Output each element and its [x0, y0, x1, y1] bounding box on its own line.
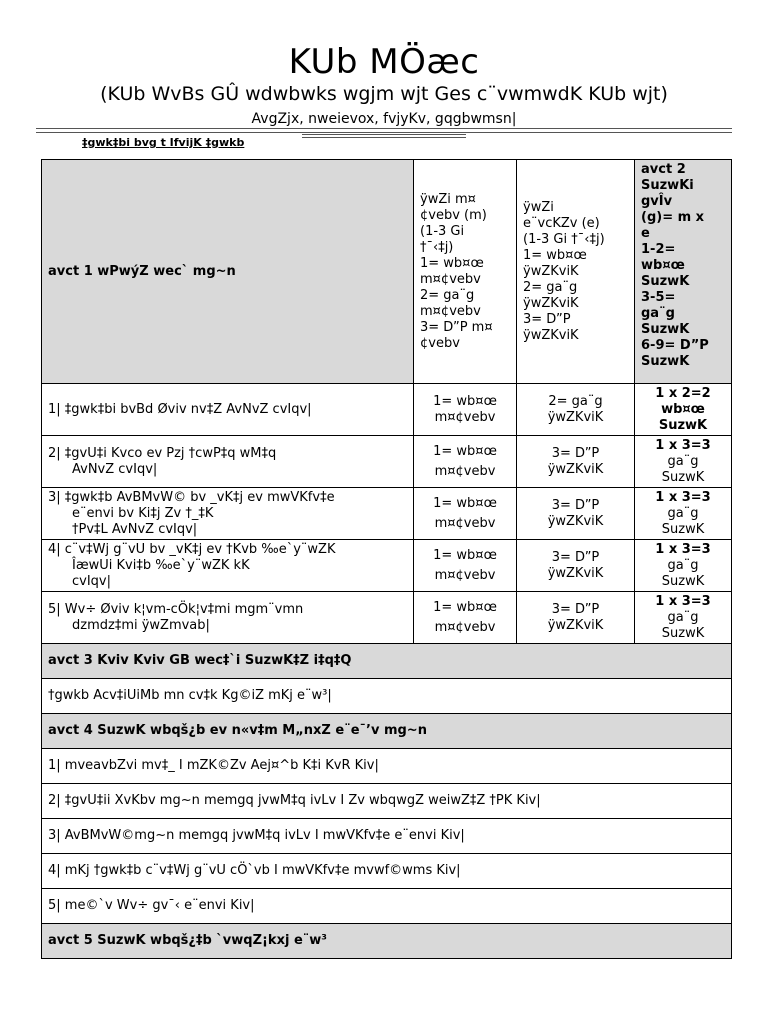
risk-level-text: SuzwK: [661, 469, 705, 485]
severity-header-line: ÿwZKviK: [523, 263, 579, 279]
table-row: [42, 540, 732, 592]
risk-level-text: ga¨g: [667, 453, 699, 469]
table-row: [42, 488, 732, 540]
probability-header-line: ¢vebv (m): [420, 207, 487, 223]
severity-cell: [517, 592, 635, 644]
list-item: [42, 889, 732, 924]
severity-cell: [517, 384, 635, 436]
severity-column-header: [517, 160, 635, 384]
risk-level-header-line: wb¤œ: [641, 258, 685, 273]
probability-text: 1= wb¤œ: [433, 443, 497, 459]
hazard-text-line: 4| c¨v‡Wj g¨vU bv _vK‡j ev †Kvb ‰e`y¨wZK: [48, 541, 336, 557]
risk-level-header-line: gvÎv: [641, 194, 673, 209]
hazard-cell: [42, 436, 414, 488]
risk-level-header-line: SuzwK: [641, 274, 690, 289]
risk-score: 1 x 3=3: [655, 437, 711, 453]
risk-score: 1 x 3=3: [655, 593, 711, 609]
severity-text: 3= D”P: [551, 549, 600, 565]
severity-header-line: (1-3 Gi †¯‹‡j): [523, 231, 605, 247]
risk-score: 1 x 2=2: [655, 385, 711, 401]
hazard-text-line: ÎæwUi Kvi‡b ‰e`y¨wZK kK: [72, 557, 250, 573]
hazard-text-line: 5| Wv÷ Øviv k¦vm-cÖk¦v‡mi mgm¨vmn: [48, 601, 304, 617]
risk-level-column-header: [635, 160, 732, 384]
step3-text: †gwkb Acv‡iUiMb mn cv‡k Kg©iZ mKj e¨w³|: [42, 679, 732, 714]
step4-heading-row: [42, 714, 732, 749]
severity-text: 3= D”P: [551, 601, 600, 617]
probability-text: 1= wb¤œ: [433, 495, 497, 511]
table-row: [42, 384, 732, 436]
hazard-column-header: avct 1 wPwýZ wec` mg~n: [42, 160, 414, 384]
probability-header-line: 3= D”P m¤: [420, 319, 493, 335]
hazard-text-line: cvIqv|: [72, 573, 111, 589]
table-row: [42, 436, 732, 488]
risk-level-cell: [635, 592, 732, 644]
machine-name-label: ‡gwk‡bi bvg t IfvijK ‡gwkb: [82, 136, 245, 149]
location-line: AvgZjx, nweievox, fvjyKv, gqgbwmsn|: [251, 111, 517, 127]
page-subtitle: (KUb WvBs GÛ wdwbwks wgjm wjt Ges c¨vwmwdK KUb wjt): [100, 83, 668, 105]
severity-text: 3= D”P: [551, 445, 600, 461]
hazard-text-line: e¨envi bv Ki‡j Zv †_‡K: [72, 505, 214, 521]
table-row: [42, 592, 732, 644]
control-measure-4: 4| mKj †gwk‡b c¨v‡Wj g¨vU cÖ`vb I mwVKfv‡e mvwf©wms Kiv|: [42, 854, 732, 889]
severity-text: ÿwZKviK: [547, 565, 604, 581]
probability-text: m¤¢vebv: [434, 463, 496, 479]
severity-text: 3= D”P: [551, 497, 600, 513]
severity-header-line: 1= wb¤œ: [523, 247, 587, 263]
hazard-cell: [42, 592, 414, 644]
control-measure-2: 2| ‡gvU‡ii XvKbv mg~n memgq jvwM‡q ivLv I Zv wbqwgZ weiwZ‡Z †PK Kiv|: [42, 784, 732, 819]
risk-level-header-line: 3-5=: [641, 290, 676, 305]
hazard-text-line: †Pv‡L AvNvZ cvIqv|: [72, 521, 198, 537]
risk-level-header-line: (g)= m x: [641, 210, 705, 225]
step4-heading: avct 4 SuzwK wbqš¿b ev n«v‡m M„nxZ e¨e¯’v mg~n: [42, 714, 732, 749]
control-measure-3: 3| AvBMvW©mg~n memgq jvwM‡q ivLv I mwVKfv‡e e¨envi Kiv|: [42, 819, 732, 854]
risk-level-text: ga¨g: [667, 557, 699, 573]
hazard-text-line: 1| ‡gwk‡bi bvBd Øviv nv‡Z AvNvZ cvIqv|: [48, 401, 312, 417]
probability-text: m¤¢vebv: [434, 515, 496, 531]
probability-cell: [414, 540, 517, 592]
severity-header-line: e¨vcKZv (e): [523, 215, 600, 231]
hazard-cell: [42, 540, 414, 592]
risk-level-header-line: SuzwK: [641, 322, 690, 337]
risk-level-text: SuzwK: [661, 521, 705, 537]
probability-text: 1= wb¤œ: [433, 393, 497, 409]
step5-heading-row: [42, 924, 732, 959]
probability-cell: [414, 384, 517, 436]
probability-header-line: ÿwZi m¤: [420, 191, 476, 207]
list-item: [42, 749, 732, 784]
probability-cell: [414, 436, 517, 488]
step3-heading-row: [42, 644, 732, 679]
risk-level-header-line: SuzwK: [641, 354, 690, 369]
severity-text: 2= ga¨g: [548, 393, 603, 409]
risk-level-text: SuzwK: [661, 625, 705, 641]
risk-level-header-line: SuzwKi: [641, 178, 694, 193]
severity-text: ÿwZKviK: [547, 617, 604, 633]
risk-level-text: ga¨g: [667, 609, 699, 625]
probability-text: 1= wb¤œ: [433, 547, 497, 563]
severity-cell: [517, 488, 635, 540]
probability-header-line: m¤¢vebv: [420, 303, 481, 319]
risk-level-header-line: 6-9= D”P: [641, 338, 709, 353]
control-measure-5: 5| me©`v Wv÷ gv¯‹ e¨envi Kiv|: [42, 889, 732, 924]
risk-score: 1 x 3=3: [655, 489, 711, 505]
step3-text-row: [42, 679, 732, 714]
severity-header-line: 2= ga¨g: [523, 279, 578, 295]
risk-level-text: ga¨g: [667, 505, 699, 521]
risk-level-header-line: 1-2=: [641, 242, 676, 257]
list-item: [42, 854, 732, 889]
probability-header-line: 2= ga¨g: [420, 287, 475, 303]
risk-level-header-line: avct 2: [641, 162, 686, 177]
severity-text: ÿwZKviK: [547, 461, 604, 477]
risk-level-cell: [635, 540, 732, 592]
risk-level-text: SuzwK: [661, 573, 705, 589]
severity-header-line: ÿwZKviK: [523, 295, 579, 311]
probability-text: m¤¢vebv: [434, 567, 496, 583]
severity-cell: [517, 436, 635, 488]
table-header-row: [42, 160, 732, 384]
probability-cell: [414, 488, 517, 540]
severity-header-line: ÿwZKviK: [523, 327, 579, 343]
hazard-cell: [42, 384, 414, 436]
probability-header-line: (1-3 Gi: [420, 223, 465, 239]
hazard-text-line: dzmdz‡mi ÿwZmvab|: [72, 617, 210, 633]
severity-text: ÿwZKviK: [547, 409, 604, 425]
step3-heading: avct 3 Kviv Kviv GB wec‡`i SuzwK‡Z i‡q‡Q: [42, 644, 732, 679]
probability-text: 1= wb¤œ: [433, 599, 497, 615]
probability-column-header: [414, 160, 517, 384]
probability-cell: [414, 592, 517, 644]
short-divider: [302, 134, 466, 138]
severity-text: ÿwZKviK: [547, 513, 604, 529]
risk-level-text: wb¤œ: [661, 401, 705, 417]
risk-level-cell: [635, 384, 732, 436]
list-item: [42, 784, 732, 819]
list-item: [42, 819, 732, 854]
risk-score: 1 x 3=3: [655, 541, 711, 557]
page-title: KUb MÖæc: [288, 42, 480, 82]
severity-cell: [517, 540, 635, 592]
hazard-text-line: AvNvZ cvIqv|: [72, 461, 158, 477]
hazard-text-line: 3| ‡gwk‡b AvBMvW© bv _vK‡j ev mwVKfv‡e: [48, 489, 335, 505]
hazard-cell: [42, 488, 414, 540]
probability-text: m¤¢vebv: [434, 619, 496, 635]
risk-level-header-line: e: [641, 226, 650, 241]
probability-header-line: †¯‹‡j): [420, 239, 454, 255]
probability-header-line: 1= wb¤œ: [420, 255, 484, 271]
title-divider: [36, 128, 732, 133]
hazard-text-line: 2| ‡gvU‡i Kvco ev Pzj †cwP‡q wM‡q: [48, 445, 277, 461]
probability-header-line: ¢vebv: [420, 335, 460, 351]
risk-level-text: SuzwK: [658, 417, 708, 433]
risk-assessment-table: [41, 159, 732, 959]
step5-heading: avct 5 SuzwK wbqš¿‡b `vwqZ¡kxj e¨w³: [42, 924, 732, 959]
control-measure-1: 1| mveavbZvi mv‡_ I mZK©Zv Aej¤^b K‡i KvR Kiv|: [42, 749, 732, 784]
risk-level-cell: [635, 436, 732, 488]
probability-text: m¤¢vebv: [434, 409, 496, 425]
risk-level-header-line: ga¨g: [641, 306, 675, 321]
risk-level-cell: [635, 488, 732, 540]
severity-header-line: 3= D”P: [523, 311, 571, 327]
severity-header-line: ÿwZi: [523, 199, 554, 215]
probability-header-line: m¤¢vebv: [420, 271, 481, 287]
